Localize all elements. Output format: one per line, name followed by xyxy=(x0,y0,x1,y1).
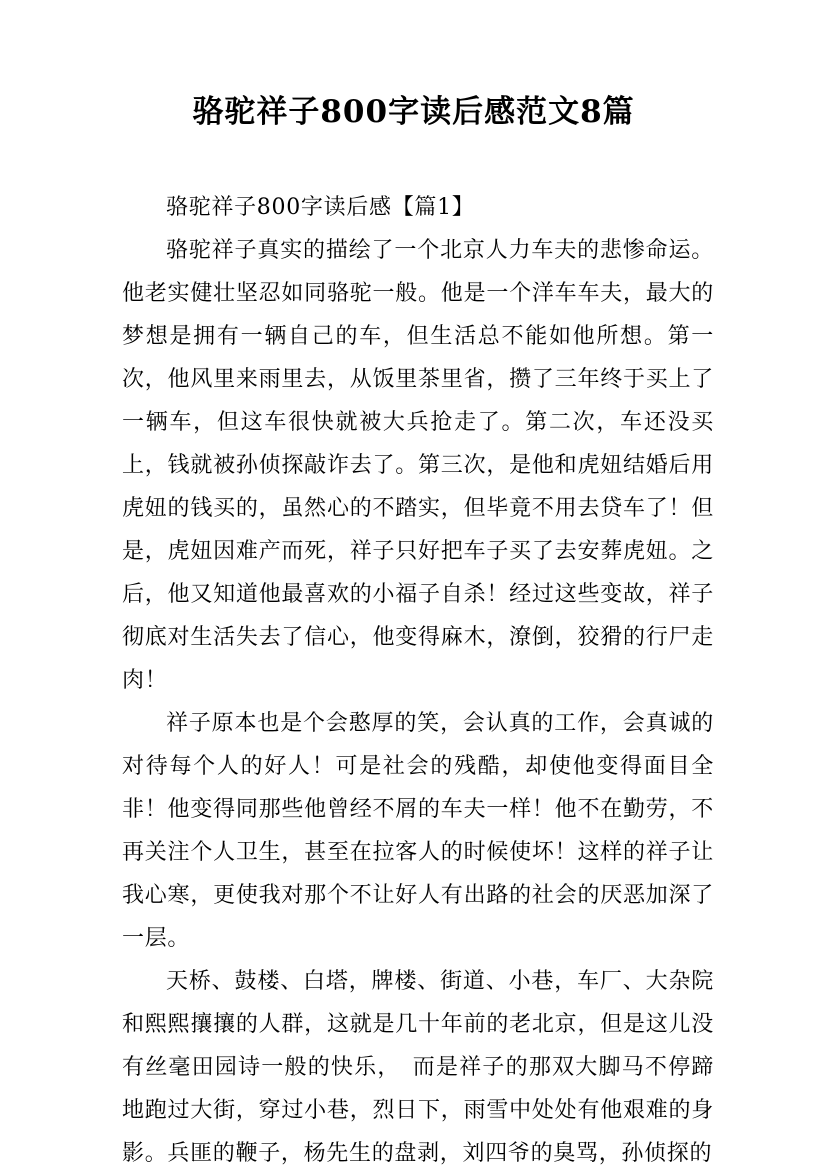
paragraph-2: 祥子原本也是个会憨厚的笑，会认真的工作，会真诚的对待每个人的好人！可是社会的残酷，却使他变得面目全非！他变得同那些他曾经不屑的车夫一样！他不在勤劳，不再关注个人卫生，甚至在拉客人的时候使坏！这样的祥子让我心寒，更使我对那个不让好人有出路的社会的厌恶加深了一层。 xyxy=(122,711,714,951)
document-title: 骆驼祥子800字读后感范文8篇 xyxy=(192,94,635,130)
paragraph-3: 天桥、鼓楼、白塔，牌楼、街道、小巷，车厂、大杂院和熙熙攘攘的人群，这就是几十年前的老北京，但是这儿没有丝毫田园诗一般的快乐， 而是祥子的那双大脚马不停蹄地跑过大街，穿过小巷，烈日下，雨雪中处处有他艰难的身影。兵匪的鞭子，杨先生的盘剥，刘四爷的臭骂，孙侦探的 xyxy=(122,969,714,1166)
paragraph-1: 骆驼祥子真实的描绘了一个北京人力车夫的悲惨命运。他老实健壮坚忍如同骆驼一般。他是一个洋车车夫，最大的梦想是拥有一辆自己的车，但生活总不能如他所想。第一次，他风里来雨里去，从饭里茶里省，攒了三年终于买上了一辆车，但这车很快就被大兵抢走了。第二次，车还没买上，钱就被孙侦探敲诈去了。第三次，是他和虎妞结婚后用虎妞的钱买的，虽然心的不踏实，但毕竟不用去贷车了！但是，虎妞因难产而死，祥子只好把车子买了去安葬虎妞。之后，他又知道他最喜欢的小福子自杀！经过这些变故，祥子彻底对生活失去了信心，他变得麻木，潦倒，狡猾的行尸走肉！ xyxy=(122,238,714,693)
section-heading: 骆驼祥子800字读后感【篇1】 xyxy=(166,195,475,220)
document-body xyxy=(122,186,714,1170)
